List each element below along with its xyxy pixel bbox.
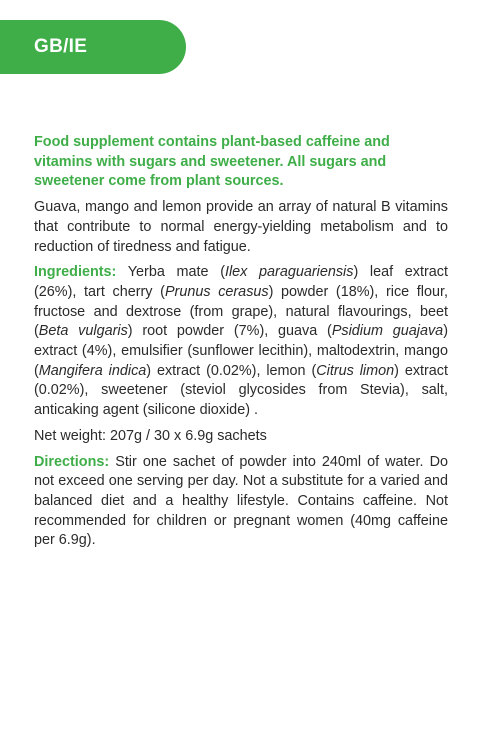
latin-name: Prunus cerasus bbox=[164, 283, 269, 300]
latin-name: Mangifera indica bbox=[38, 362, 147, 379]
ingredients-text: ) extract (0.02%), sweetener (steviol glycosides from Stevia), salt, anticaking agent (silicone dioxide) . bbox=[34, 362, 449, 419]
label-content bbox=[34, 133, 448, 557]
latin-name: Ilex paraguariensis bbox=[224, 264, 354, 281]
ingredients-text: ) root powder (7%), guava ( bbox=[127, 323, 332, 340]
product-description: Guava, mango and lemon provide an array of natural B vitamins that contribute to normal energy-yielding metabolism and to reduction of tiredness and fatigue. bbox=[34, 199, 448, 255]
ingredients-label: Ingredients: bbox=[34, 264, 117, 281]
ingredients-text: ) leaf extract (26%), tart cherry ( bbox=[34, 264, 448, 300]
ingredients-paragraph bbox=[34, 263, 448, 421]
directions-label: Directions: bbox=[34, 453, 110, 470]
ingredients-text: ) powder (18%), rice flour, fructose and dextrose (from grape), natural flavourings, beet ( bbox=[34, 283, 448, 340]
intro-statement: Food supplement contains plant-based caffeine and vitamins with sugars and sweetener. All sugars and sweetener come from plant sources. bbox=[34, 134, 390, 190]
ingredients-text: ) extract (4%), emulsifier (sunflower lecithin), maltodextrin, mango ( bbox=[34, 323, 448, 379]
region-tab bbox=[0, 20, 186, 74]
latin-name: Psidium guajava bbox=[331, 323, 444, 340]
ingredients-text: ) extract (0.02%), lemon ( bbox=[146, 362, 317, 379]
latin-name: Citrus limon bbox=[316, 362, 395, 379]
directions-paragraph bbox=[34, 453, 448, 552]
directions-text: Stir one sachet of powder into 240ml of water. Do not exceed one serving per day. Not a substitute for a varied and balanced diet and a healthy lifestyle. Contains caffeine. Not recommended for children or pregnant women (40mg caffeine per 6.9g). bbox=[34, 453, 448, 549]
net-weight: Net weight: 207g / 30 x 6.9g sachets bbox=[34, 427, 267, 444]
region-label: GB/IE bbox=[34, 36, 88, 57]
ingredients-text: Yerba mate ( bbox=[116, 264, 225, 281]
latin-name: Beta vulgaris bbox=[38, 323, 128, 340]
